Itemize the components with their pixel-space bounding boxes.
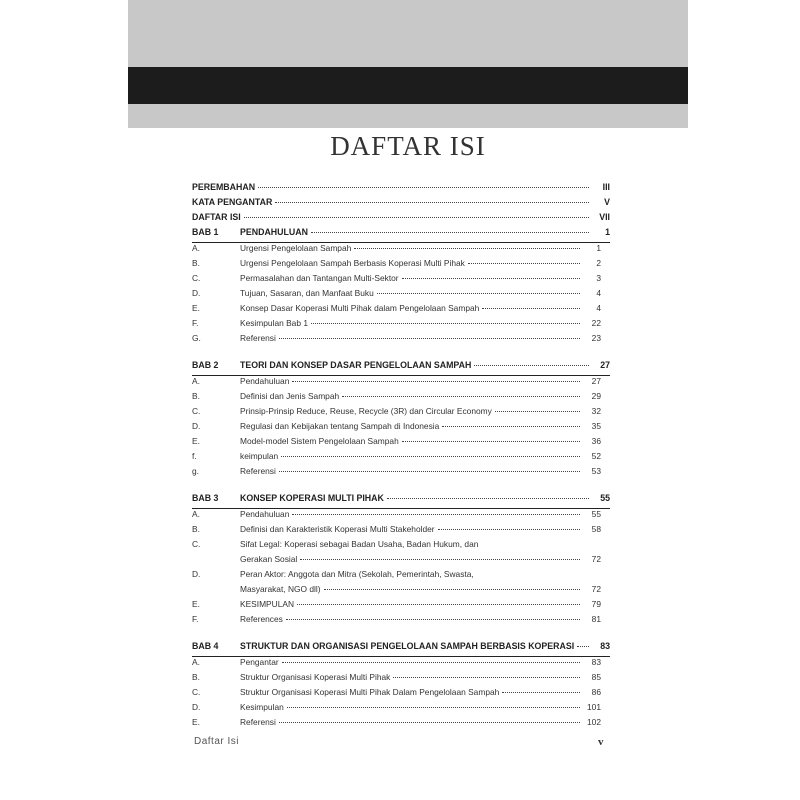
- toc-item-letter: f.: [192, 451, 197, 461]
- toc-item-page: 23: [591, 333, 601, 343]
- toc-item-page: 85: [591, 672, 601, 682]
- toc-item-letter: F.: [192, 614, 199, 624]
- toc-chapter-row: [192, 493, 610, 508]
- toc-item-row: [192, 539, 610, 554]
- toc-item-page: 2: [596, 258, 601, 268]
- toc-item-letter: A.: [192, 509, 200, 519]
- toc-leader: [300, 559, 580, 560]
- toc-front-row: [192, 197, 610, 212]
- toc-leader: [279, 722, 580, 723]
- toc-item-page: 83: [591, 657, 601, 667]
- toc-item-title: Regulasi dan Kebijakan tentang Sampah di Indonesia: [240, 421, 440, 431]
- toc-item-title: KESIMPULAN: [240, 599, 294, 609]
- toc-item-row: [192, 421, 610, 436]
- toc-item-row: [192, 303, 610, 318]
- footer-section-label: Daftar Isi: [194, 736, 240, 747]
- toc-item-title: Pendahuluan: [240, 509, 290, 519]
- toc-front-page: V: [604, 197, 610, 207]
- toc-item-page: 79: [591, 599, 601, 609]
- toc-item-page: 58: [591, 524, 601, 534]
- toc-item-title: Model-model Sistem Pengelolaan Sampah: [240, 436, 399, 446]
- toc-item-page: 72: [591, 554, 601, 564]
- toc-chapter-number: BAB 1: [192, 227, 219, 237]
- toc-item-letter: C.: [192, 406, 201, 416]
- toc-item-letter: C.: [192, 539, 201, 549]
- toc-item-letter: D.: [192, 421, 201, 431]
- toc-item-row: [192, 657, 610, 672]
- toc-item-page: 1: [596, 243, 601, 253]
- toc-chapter-page: 27: [600, 360, 610, 370]
- toc-item-row: [192, 702, 610, 717]
- toc-item-title: Kesimpulan: [240, 702, 284, 712]
- toc-item-title-cont: Gerakan Sosial: [240, 554, 298, 564]
- toc-item-row: [192, 333, 610, 348]
- toc-leader: [577, 646, 589, 647]
- toc-item-page: 102: [587, 717, 601, 727]
- toc-item-letter: E.: [192, 717, 200, 727]
- toc-item-title: References: [240, 614, 283, 624]
- toc-item-title: Sifat Legal: Koperasi sebagai Badan Usaha, Badan Hukum, dan: [240, 539, 479, 549]
- toc-item-row: [192, 406, 610, 421]
- toc-item-letter: E.: [192, 599, 200, 609]
- toc-leader: [281, 456, 580, 457]
- toc-item-row: [192, 524, 610, 539]
- header-band-bottom: [128, 104, 688, 128]
- toc-item-row: [192, 273, 610, 288]
- toc-item-page: 4: [596, 303, 601, 313]
- toc-item-page: 4: [596, 288, 601, 298]
- toc-leader: [377, 293, 580, 294]
- toc-item-row: [192, 288, 610, 303]
- toc-item-letter: B.: [192, 672, 200, 682]
- toc-leader: [311, 323, 580, 324]
- toc-chapter-title: PENDAHULUAN: [240, 227, 308, 237]
- toc-item-row: [192, 451, 610, 466]
- toc-leader: [402, 441, 580, 442]
- toc-item-page: 27: [591, 376, 601, 386]
- toc-item-page: 36: [591, 436, 601, 446]
- toc-item-title: Urgensi Pengelolaan Sampah Berbasis Koperasi Multi Pihak: [240, 258, 465, 268]
- toc-leader: [297, 604, 580, 605]
- toc-chapter-number: BAB 2: [192, 360, 219, 370]
- toc-item-row: [192, 687, 610, 702]
- toc-leader: [286, 619, 580, 620]
- table-of-contents: [192, 182, 610, 732]
- toc-item-page: 35: [591, 421, 601, 431]
- toc-item-row: [192, 391, 610, 406]
- toc-item-letter: F.: [192, 318, 199, 328]
- toc-item-letter: D.: [192, 569, 201, 579]
- toc-item-title: Pengantar: [240, 657, 279, 667]
- toc-front-title: PEREMBAHAN: [192, 182, 256, 192]
- toc-item-row: [192, 569, 610, 584]
- page-title: DAFTAR ISI: [330, 131, 486, 161]
- toc-item-title: Peran Aktor: Anggota dan Mitra (Sekolah, Pemerintah, Swasta,: [240, 569, 474, 579]
- toc-chapter-row: [192, 227, 610, 242]
- toc-chapter-title: STRUKTUR DAN ORGANISASI PENGELOLAAN SAMPAH BERBASIS KOPERASI: [240, 641, 575, 651]
- toc-leader: [275, 202, 589, 203]
- toc-leader: [468, 263, 580, 264]
- toc-item-title: Referensi: [240, 466, 276, 476]
- toc-item-title: Urgensi Pengelolaan Sampah: [240, 243, 352, 253]
- toc-item-row: [192, 509, 610, 524]
- toc-item-letter: B.: [192, 391, 200, 401]
- toc-item-letter: E.: [192, 303, 200, 313]
- toc-item-letter: C.: [192, 273, 201, 283]
- toc-leader: [354, 248, 580, 249]
- toc-item-title: Definisi dan Jenis Sampah: [240, 391, 340, 401]
- toc-leader: [279, 338, 580, 339]
- toc-item-letter: B.: [192, 258, 200, 268]
- toc-item-title: Konsep Dasar Koperasi Multi Pihak dalam Pengelolaan Sampah: [240, 303, 480, 313]
- toc-leader: [442, 426, 580, 427]
- toc-item-letter: B.: [192, 524, 200, 534]
- toc-chapter-number: BAB 3: [192, 493, 219, 503]
- toc-leader: [292, 514, 580, 515]
- toc-leader: [495, 411, 580, 412]
- toc-item-page: 22: [591, 318, 601, 328]
- toc-item-letter: A.: [192, 376, 200, 386]
- toc-item-title: Prinsip-Prinsip Reduce, Reuse, Recycle (3R) dan Circular Economy: [240, 406, 492, 416]
- footer-page-number: v: [598, 736, 604, 748]
- toc-front-title: DAFTAR ISI: [192, 212, 241, 222]
- toc-item-page: 3: [596, 273, 601, 283]
- toc-leader: [402, 278, 580, 279]
- toc-leader: [282, 662, 580, 663]
- toc-item-page: 55: [591, 509, 601, 519]
- toc-chapter-title: TEORI DAN KONSEP DASAR PENGELOLAAN SAMPAH: [240, 360, 472, 370]
- header-band-black: [128, 67, 688, 104]
- toc-item-row: [192, 318, 610, 333]
- toc-item-title: keimpulan: [240, 451, 279, 461]
- toc-item-page: 53: [591, 466, 601, 476]
- toc-item-title: Definisi dan Karakteristik Koperasi Multi Stakeholder: [240, 524, 435, 534]
- toc-item-letter: A.: [192, 243, 200, 253]
- toc-item-row: [192, 614, 610, 629]
- toc-chapter-page: 1: [605, 227, 610, 237]
- toc-item-title: Pendahuluan: [240, 376, 290, 386]
- toc-chapter-title: KONSEP KOPERASI MULTI PIHAK: [240, 493, 384, 503]
- toc-chapter-row: [192, 641, 610, 656]
- toc-item-letter: C.: [192, 687, 201, 697]
- toc-leader: [258, 187, 589, 188]
- toc-item-row: [192, 672, 610, 687]
- toc-leader: [438, 529, 580, 530]
- toc-leader: [292, 381, 580, 382]
- toc-item-continuation-row: [192, 554, 610, 569]
- toc-front-page: III: [602, 182, 610, 192]
- toc-item-title: Struktur Organisasi Koperasi Multi Pihak: [240, 672, 391, 682]
- toc-item-title: Referensi: [240, 333, 276, 343]
- toc-item-letter: D.: [192, 288, 201, 298]
- toc-front-row: [192, 212, 610, 227]
- toc-item-row: [192, 243, 610, 258]
- toc-front-title: KATA PENGANTAR: [192, 197, 273, 207]
- toc-item-row: [192, 599, 610, 614]
- toc-leader: [387, 498, 589, 499]
- toc-leader: [279, 471, 580, 472]
- toc-item-title: Struktur Organisasi Koperasi Multi Pihak Dalam Pengelolaan Sampah: [240, 687, 500, 697]
- toc-leader: [342, 396, 580, 397]
- toc-item-row: [192, 436, 610, 451]
- toc-leader: [244, 217, 589, 218]
- toc-item-letter: E.: [192, 436, 200, 446]
- toc-item-title: Kesimpulan Bab 1: [240, 318, 308, 328]
- toc-item-title: Referensi: [240, 717, 276, 727]
- toc-chapter-number: BAB 4: [192, 641, 219, 651]
- toc-chapter-row: [192, 360, 610, 375]
- toc-item-page: 101: [587, 702, 601, 712]
- toc-chapter-page: 83: [600, 641, 610, 651]
- toc-leader: [393, 677, 580, 678]
- toc-item-letter: G.: [192, 333, 201, 343]
- toc-item-row: [192, 717, 610, 732]
- toc-item-letter: g.: [192, 466, 199, 476]
- toc-item-title: Tujuan, Sasaran, dan Manfaat Buku: [240, 288, 374, 298]
- toc-leader: [324, 589, 580, 590]
- toc-item-title: Permasalahan dan Tantangan Multi-Sektor: [240, 273, 399, 283]
- toc-leader: [311, 232, 589, 233]
- toc-leader: [502, 692, 580, 693]
- toc-item-page: 72: [591, 584, 601, 594]
- toc-front-page: VII: [599, 212, 610, 222]
- toc-item-title-cont: Masyarakat, NGO dll): [240, 584, 321, 594]
- toc-item-page: 81: [591, 614, 601, 624]
- toc-leader: [482, 308, 580, 309]
- header-band-top: [128, 0, 688, 67]
- toc-front-row: [192, 182, 610, 197]
- toc-item-continuation-row: [192, 584, 610, 599]
- toc-item-page: 86: [591, 687, 601, 697]
- toc-leader: [474, 365, 589, 366]
- toc-item-row: [192, 466, 610, 481]
- toc-item-page: 52: [591, 451, 601, 461]
- toc-item-page: 29: [591, 391, 601, 401]
- toc-item-row: [192, 258, 610, 273]
- toc-item-letter: D.: [192, 702, 201, 712]
- toc-item-row: [192, 376, 610, 391]
- toc-item-page: 32: [591, 406, 601, 416]
- toc-leader: [287, 707, 580, 708]
- toc-chapter-page: 55: [600, 493, 610, 503]
- toc-item-letter: A.: [192, 657, 200, 667]
